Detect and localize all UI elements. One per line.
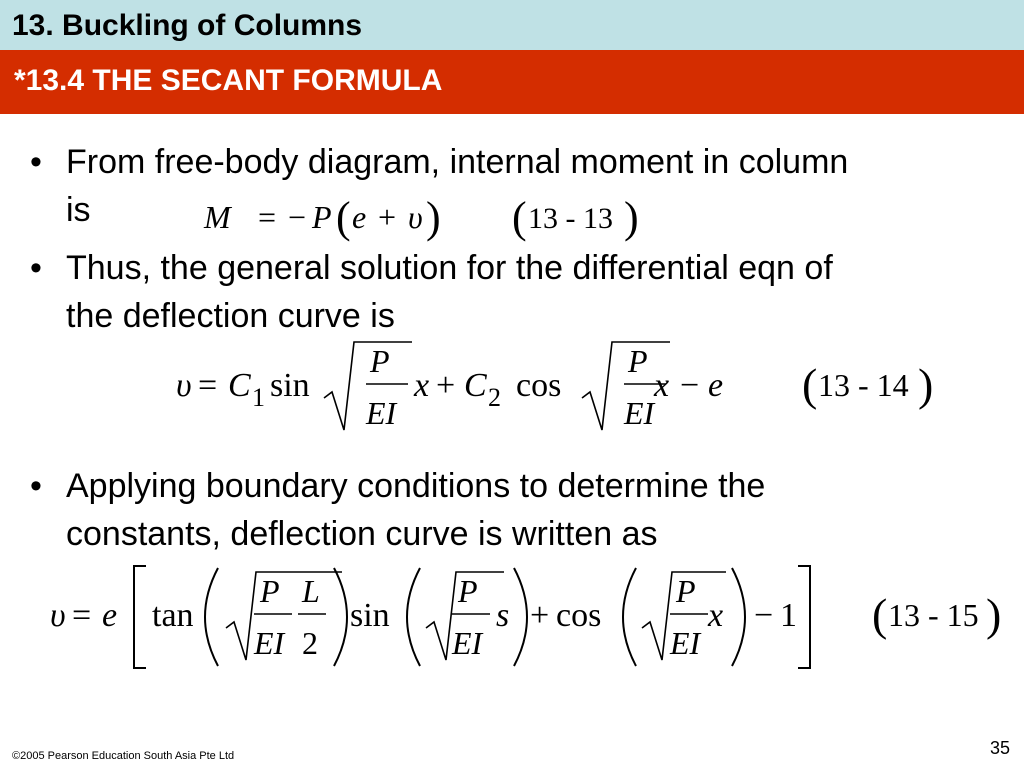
svg-text:sin: sin: [270, 367, 310, 404]
svg-text:L: L: [302, 573, 320, 609]
svg-text:EI: EI: [624, 395, 655, 431]
bullet-marker: •: [30, 249, 42, 287]
top-header-bar: [0, 0, 1024, 50]
svg-text:−: −: [288, 199, 307, 235]
svg-text:(: (: [872, 589, 888, 640]
bullet-3-line-1: Applying boundary conditions to determine the: [66, 467, 766, 505]
svg-text:+: +: [436, 367, 456, 404]
svg-text:C: C: [228, 367, 251, 404]
svg-text:s: s: [496, 597, 510, 634]
page-number: 35: [990, 738, 1011, 758]
svg-text:EI: EI: [452, 625, 483, 661]
copyright-notice: ©2005 Pearson Education South Asia Pte Ltd: [12, 750, 235, 762]
svg-text:=: =: [198, 367, 218, 404]
svg-text:P: P: [628, 343, 648, 379]
svg-text:C: C: [464, 367, 487, 404]
svg-text:−: −: [680, 367, 700, 404]
bullet-marker: •: [30, 143, 42, 181]
section-title: *13.4 THE SECANT FORMULA: [14, 64, 443, 97]
svg-text:1: 1: [252, 383, 265, 412]
svg-text:(: (: [336, 193, 351, 242]
equation-13-13: [200, 190, 660, 246]
svg-text:P: P: [676, 573, 696, 609]
bullet-1-line-2: is: [66, 191, 91, 229]
svg-text:2: 2: [488, 383, 501, 412]
svg-text:): ): [624, 193, 639, 242]
svg-text:(: (: [512, 193, 527, 242]
svg-text:υ: υ: [176, 367, 192, 404]
equation-13-15: [46, 560, 1016, 674]
svg-text:=: =: [258, 199, 277, 235]
bullet-1-line-1: From free-body diagram, internal moment in column: [66, 143, 849, 181]
svg-text:+: +: [530, 597, 550, 634]
chapter-title: 13. Buckling of Columns: [12, 9, 363, 42]
svg-text:+: +: [378, 199, 397, 235]
bullet-3-line-2: constants, deflection curve is written as: [66, 515, 658, 553]
svg-text:EI: EI: [670, 625, 701, 661]
equation-13-14: [170, 334, 950, 438]
section-header-bar: [0, 50, 1024, 114]
svg-text:): ): [986, 589, 1002, 640]
equation-13-15-label: 13 - 15: [888, 597, 979, 633]
svg-text:x: x: [414, 367, 430, 404]
svg-text:x: x: [654, 367, 670, 404]
bullet-2-line-1: Thus, the general solution for the differential eqn of: [66, 249, 833, 287]
svg-text:υ: υ: [50, 597, 66, 634]
svg-text:cos: cos: [556, 597, 602, 634]
equation-13-14-label: 13 - 14: [818, 367, 909, 403]
svg-text:−: −: [754, 597, 774, 634]
svg-text:e: e: [708, 367, 724, 404]
bullet-2-line-2: the deflection curve is: [66, 297, 395, 335]
bullet-marker: •: [30, 467, 42, 505]
svg-text:): ): [426, 193, 441, 242]
svg-text:=: =: [72, 597, 92, 634]
svg-text:sin: sin: [350, 597, 390, 634]
svg-text:e: e: [352, 199, 367, 235]
svg-text:2: 2: [302, 625, 318, 661]
svg-text:P: P: [370, 343, 390, 379]
svg-text:(: (: [802, 359, 818, 410]
svg-text:P: P: [458, 573, 478, 609]
svg-text:P: P: [260, 573, 280, 609]
svg-text:x: x: [708, 597, 724, 634]
svg-text:cos: cos: [516, 367, 562, 404]
svg-text:e: e: [102, 597, 118, 634]
svg-text:P: P: [312, 199, 332, 235]
svg-text:υ: υ: [408, 199, 423, 235]
svg-text:EI: EI: [254, 625, 285, 661]
equation-13-13-label: 13 - 13: [528, 202, 613, 235]
svg-text:tan: tan: [152, 597, 194, 634]
svg-text:EI: EI: [366, 395, 397, 431]
svg-text:M: M: [204, 199, 231, 235]
svg-text:1: 1: [780, 597, 797, 634]
svg-text:): ): [918, 359, 934, 410]
